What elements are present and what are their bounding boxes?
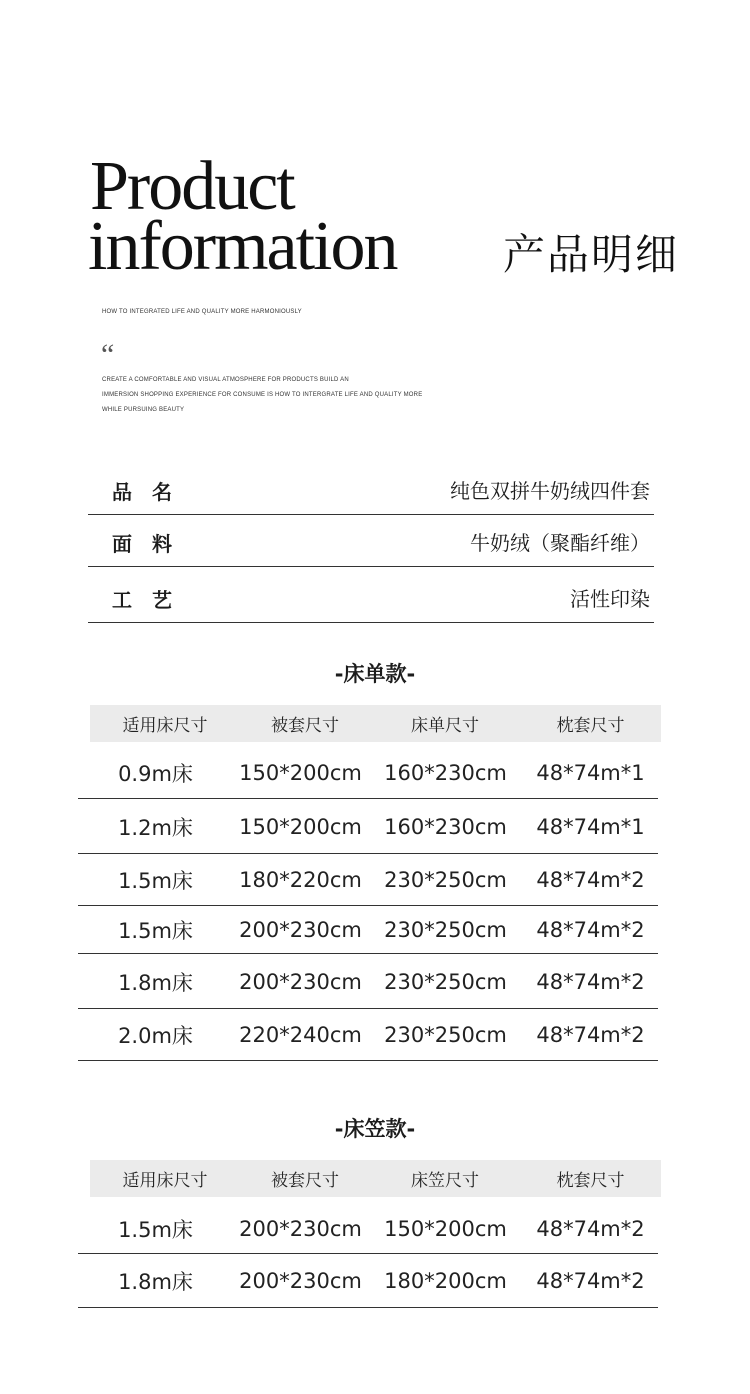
table-row: [78, 748, 658, 799]
table-cell: 150*200cm: [239, 814, 362, 839]
info-label: 品名: [112, 480, 192, 504]
table-cell: 220*240cm: [239, 1023, 362, 1047]
table-cell: 1.2m床: [118, 815, 193, 840]
table-cell: 1.8m床: [118, 1270, 193, 1294]
header-cell: 枕套尺寸: [556, 1171, 625, 1191]
info-value: 活性印染: [570, 587, 650, 611]
info-row-fabric: [88, 514, 654, 567]
fitted-section-title: -床笠款-: [334, 1117, 416, 1141]
table-cell: 200*230cm: [239, 918, 362, 942]
table-cell: 200*230cm: [239, 1269, 362, 1293]
description-line-3: WHILE PURSUING BEAUTY: [102, 407, 185, 413]
info-row-name: [88, 462, 654, 515]
info-row-craft: [88, 570, 654, 623]
chinese-title: 产品明细: [503, 230, 680, 279]
table-cell: 160*230cm: [384, 761, 507, 785]
table-cell: 1.5m床: [118, 919, 193, 943]
table-cell: 48*74m*1: [536, 814, 645, 839]
table-cell: 48*74m*2: [536, 969, 645, 994]
table-cell: 200*230cm: [239, 969, 362, 994]
table-row: [78, 1010, 658, 1061]
fitted-table-header: [90, 1160, 661, 1197]
header-cell: 适用床尺寸: [122, 1171, 208, 1191]
header-cell: 枕套尺寸: [556, 716, 625, 736]
description-line-2: IMMERSION SHOPPING EXPERIENCE FOR CONSUME IS HOW TO INTERGRATE LIFE AND QUALITY MORE: [102, 392, 423, 398]
table-row: [78, 1205, 658, 1254]
table-cell: 150*200cm: [239, 761, 362, 785]
table-cell: 48*74m*2: [536, 868, 645, 892]
table-cell: 48*74m*2: [536, 918, 645, 942]
table-cell: 230*250cm: [384, 969, 507, 994]
table-cell: 200*230cm: [239, 1217, 362, 1241]
table-cell: 150*200cm: [384, 1217, 507, 1241]
table-cell: 48*74m*2: [536, 1217, 645, 1241]
description-line-1: CREATE A COMFORTABLE AND VISUAL ATMOSPHERE FOR PRODUCTS BUILD AN: [102, 377, 349, 383]
table-cell: 1.8m床: [118, 970, 193, 995]
tagline: HOW TO INTEGRATED LIFE AND QUALITY MORE HARMONIOUSLY: [102, 309, 302, 315]
info-label: 面料: [112, 532, 192, 556]
table-cell: 0.9m床: [118, 762, 193, 786]
table-cell: 48*74m*2: [536, 1269, 645, 1293]
header-cell: 被套尺寸: [271, 1171, 339, 1191]
quote-icon: “: [101, 338, 115, 371]
table-cell: 180*200cm: [384, 1269, 507, 1293]
title-line-1: Product: [90, 148, 294, 225]
info-value: 纯色双拼牛奶绒四件套: [450, 479, 650, 503]
table-row: [78, 955, 658, 1009]
table-cell: 180*220cm: [239, 868, 362, 892]
info-label: 工艺: [112, 588, 192, 612]
table-cell: 48*74m*1: [536, 761, 645, 785]
table-cell: 2.0m床: [118, 1024, 193, 1048]
header-cell: 适用床尺寸: [122, 716, 208, 736]
table-cell: 160*230cm: [384, 814, 507, 839]
table-cell: 230*250cm: [384, 1023, 507, 1047]
header-cell: 床笠尺寸: [411, 1171, 479, 1191]
table-row: [78, 800, 658, 854]
table-cell: 1.5m床: [118, 1218, 193, 1242]
info-value: 牛奶绒（聚酯纤维）: [470, 531, 650, 555]
table-cell: 1.5m床: [118, 869, 193, 893]
table-cell: 230*250cm: [384, 918, 507, 942]
sheet-section-title: -床单款-: [334, 662, 416, 686]
table-row: [78, 907, 658, 954]
title-line-2: information: [88, 208, 397, 285]
table-row: [78, 1255, 658, 1308]
table-cell: 48*74m*2: [536, 1023, 645, 1047]
table-cell: 230*250cm: [384, 868, 507, 892]
sheet-table-header: [90, 705, 661, 742]
header-cell: 床单尺寸: [411, 716, 479, 736]
table-row: [78, 855, 658, 906]
header-cell: 被套尺寸: [271, 716, 339, 736]
